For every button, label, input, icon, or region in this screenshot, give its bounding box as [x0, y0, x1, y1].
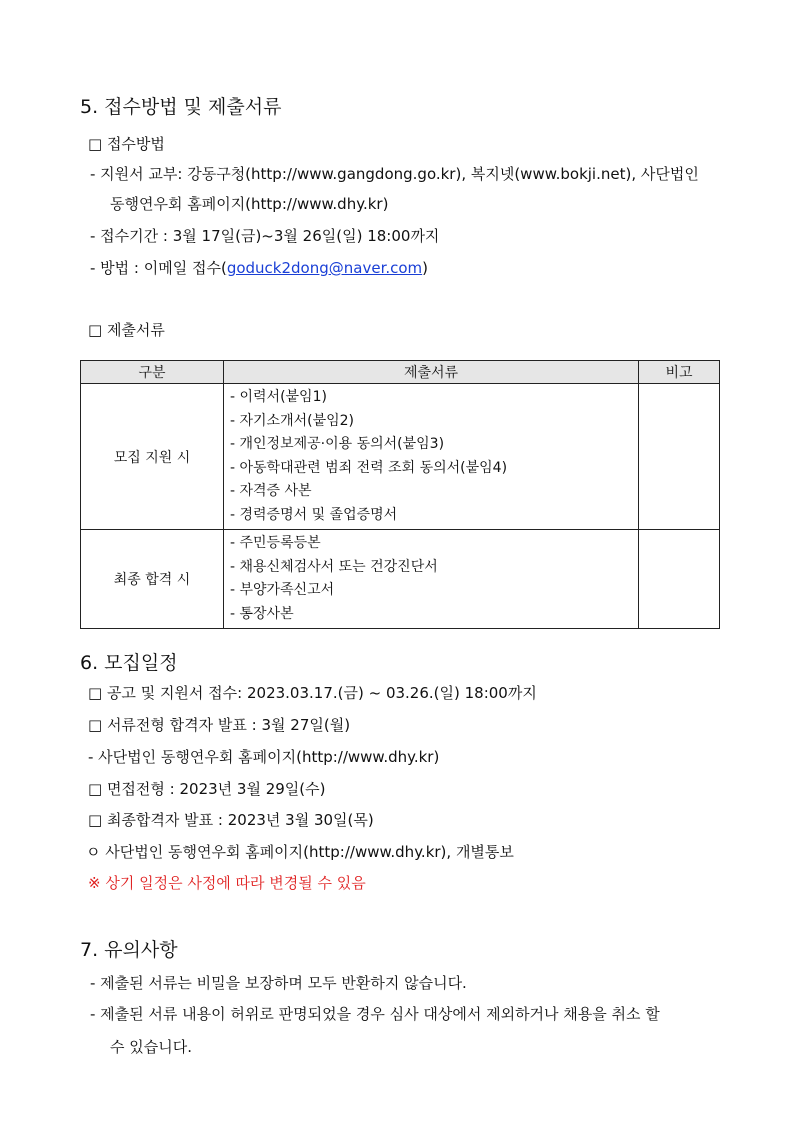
list-item: - 개인정보제공·이용 동의서(붙임3)	[230, 436, 445, 452]
row-documents	[224, 384, 639, 530]
header-note: 비고	[639, 361, 720, 384]
method-line-email	[90, 257, 428, 278]
table-row	[81, 384, 720, 530]
schedule-line-2: □ 서류전형 합격자 발표 : 3월 27일(월)	[88, 716, 351, 734]
header-category: 구분	[81, 361, 224, 384]
method-line-1a: - 지원서 교부: 강동구청(http://www.gangdong.go.kr), 복지넷(www.bokji.net), 사단법인	[90, 165, 699, 183]
schedule-line-1: □ 공고 및 지원서 접수: 2023.03.17.(금) ~ 03.26.(일) 18:00까지	[88, 684, 537, 702]
email-suffix: )	[422, 259, 429, 277]
list-item: - 아동학대관련 범죄 전력 조회 동의서(붙임4)	[230, 459, 508, 476]
email-link[interactable]: goduck2dong@naver.com	[226, 259, 423, 277]
header-documents: 제출서류	[224, 361, 639, 384]
schedule-notice: ※ 상기 일정은 사정에 따라 변경될 수 있음	[88, 874, 366, 892]
row-category: 모집 지원 시	[81, 384, 224, 530]
list-item: - 자격증 사본	[230, 483, 312, 499]
method-line-period: - 접수기간 : 3월 17일(금)~3월 26일(일) 18:00까지	[90, 227, 440, 245]
list-item: - 부양가족신고서	[230, 582, 335, 598]
notice-line-2b: 수 있습니다.	[110, 1038, 192, 1056]
table-header-row	[81, 361, 720, 384]
list-item: - 주민등록등본	[230, 535, 321, 551]
row-note	[639, 530, 720, 629]
table-row	[81, 530, 720, 629]
row-category: 최종 합격 시	[81, 530, 224, 629]
list-item: - 자기소개서(붙임2)	[230, 412, 355, 429]
row-note	[639, 384, 720, 530]
section-7-title: 7. 유의사항	[80, 939, 178, 961]
list-item: - 이력서(붙임1)	[230, 389, 327, 405]
schedule-line-5: □ 최종합격자 발표 : 2023년 3월 30일(목)	[88, 811, 374, 829]
notice-line-1: - 제출된 서류는 비밀을 보장하며 모두 반환하지 않습니다.	[90, 974, 467, 992]
list-item: - 채용신체검사서 또는 건강진단서	[230, 558, 438, 575]
submission-table	[80, 360, 720, 629]
schedule-line-4: □ 면접전형 : 2023년 3월 29일(수)	[88, 780, 326, 798]
list-item: - 경력증명서 및 졸업증명서	[230, 506, 398, 523]
method-heading: □ 접수방법	[88, 135, 165, 153]
schedule-line-6: ㅇ 사단법인 동행연우회 홈페이지(http://www.dhy.kr), 개별통보	[86, 843, 514, 861]
row-documents	[224, 530, 639, 629]
section-5-title: 5. 접수방법 및 제출서류	[80, 96, 282, 118]
email-prefix: - 방법 : 이메일 접수(	[90, 259, 227, 277]
notice-line-2a: - 제출된 서류 내용이 허위로 판명되었을 경우 심사 대상에서 제외하거나 채용을 취소 할	[90, 1005, 660, 1023]
schedule-line-3: - 사단법인 동행연우회 홈페이지(http://www.dhy.kr)	[88, 748, 440, 766]
method-line-1b: 동행연우회 홈페이지(http://www.dhy.kr)	[110, 195, 389, 213]
docs-heading: □ 제출서류	[88, 321, 165, 339]
list-item: - 통장사본	[230, 605, 294, 622]
section-6-title: 6. 모집일정	[80, 652, 178, 674]
